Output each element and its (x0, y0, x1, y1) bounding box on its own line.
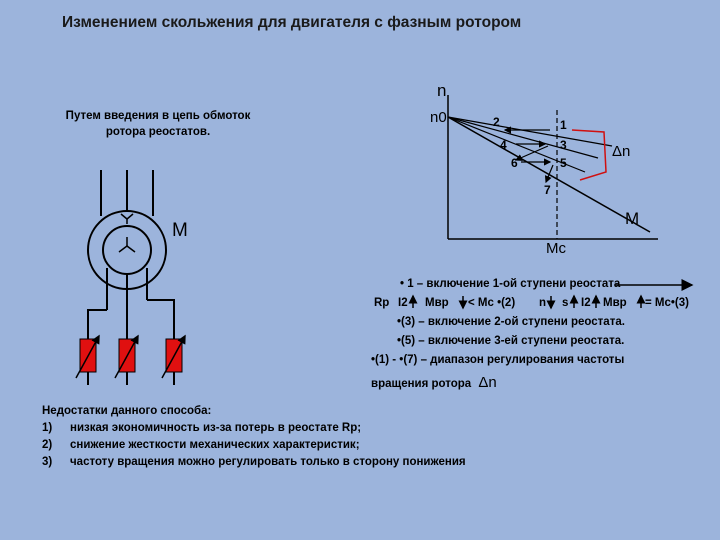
rheostats (76, 336, 185, 378)
bullet-2-end: = Mc•(3) (645, 297, 689, 309)
delta-n-label: Δn (612, 143, 631, 160)
intro-text: Путем введения в цепь обмоток ротора реостатов. (65, 110, 251, 138)
m-axis-label: M (625, 209, 640, 228)
mc-label: Mc (546, 240, 566, 257)
bullet-2-mid: < Mc •(2) (468, 297, 516, 309)
bullet-2-i2: I2 (398, 297, 408, 309)
disadvantage-item: 3) частоту вращения можно регулировать только в сторону понижения (42, 456, 466, 468)
disadvantage-item: 2) снижение жесткости механических характеристик; (42, 439, 360, 451)
bullet-6-text: вращения ротора (371, 378, 472, 390)
bullet-2-s: s (562, 297, 569, 309)
bullet-6-delta-n: Δn (478, 374, 497, 391)
bullet-4: •(5) – включение 3-ей ступени реостата. (397, 335, 625, 347)
bullet-5: •(1) - •(7) – диапазон регулирования частоты (371, 354, 625, 366)
char-line-2 (448, 117, 598, 158)
bullet-1: • 1 – включение 1-ой ступени реостата (400, 278, 621, 290)
bullet-2-i2b: I2 (581, 297, 591, 309)
point-2: 2 (493, 115, 500, 129)
bullet-3: •(3) – включение 2-ой ступени реостата. (397, 316, 625, 328)
bullet-2-n: n (539, 297, 547, 309)
page-title: Изменением скольжения для двигателя с фазным ротором (62, 14, 522, 31)
bullet-2-rp: Rp (374, 297, 390, 309)
disadvantages-block (42, 403, 466, 471)
bullet-2-mvr: Mвр (425, 297, 449, 309)
n0-label: n0 (430, 109, 447, 126)
point-5: 5 (560, 156, 567, 170)
graph-labels (430, 81, 639, 257)
disadvantages-heading: Недостатки данного способа: (42, 405, 212, 417)
rotor-circle (103, 226, 151, 274)
bullet-6 (371, 374, 497, 391)
point-6: 6 (511, 156, 518, 170)
bullet-2-mvr2: Mвр (603, 297, 627, 309)
point-3: 3 (560, 138, 567, 152)
point-7: 7 (544, 183, 551, 197)
n-axis-label: n (437, 81, 447, 100)
disadvantage-item: 1) низкая экономичность из-за потерь в реостате Rр; (42, 422, 362, 434)
motor-label: M (172, 220, 188, 241)
point-4: 4 (500, 138, 507, 152)
point-1: 1 (560, 118, 567, 132)
